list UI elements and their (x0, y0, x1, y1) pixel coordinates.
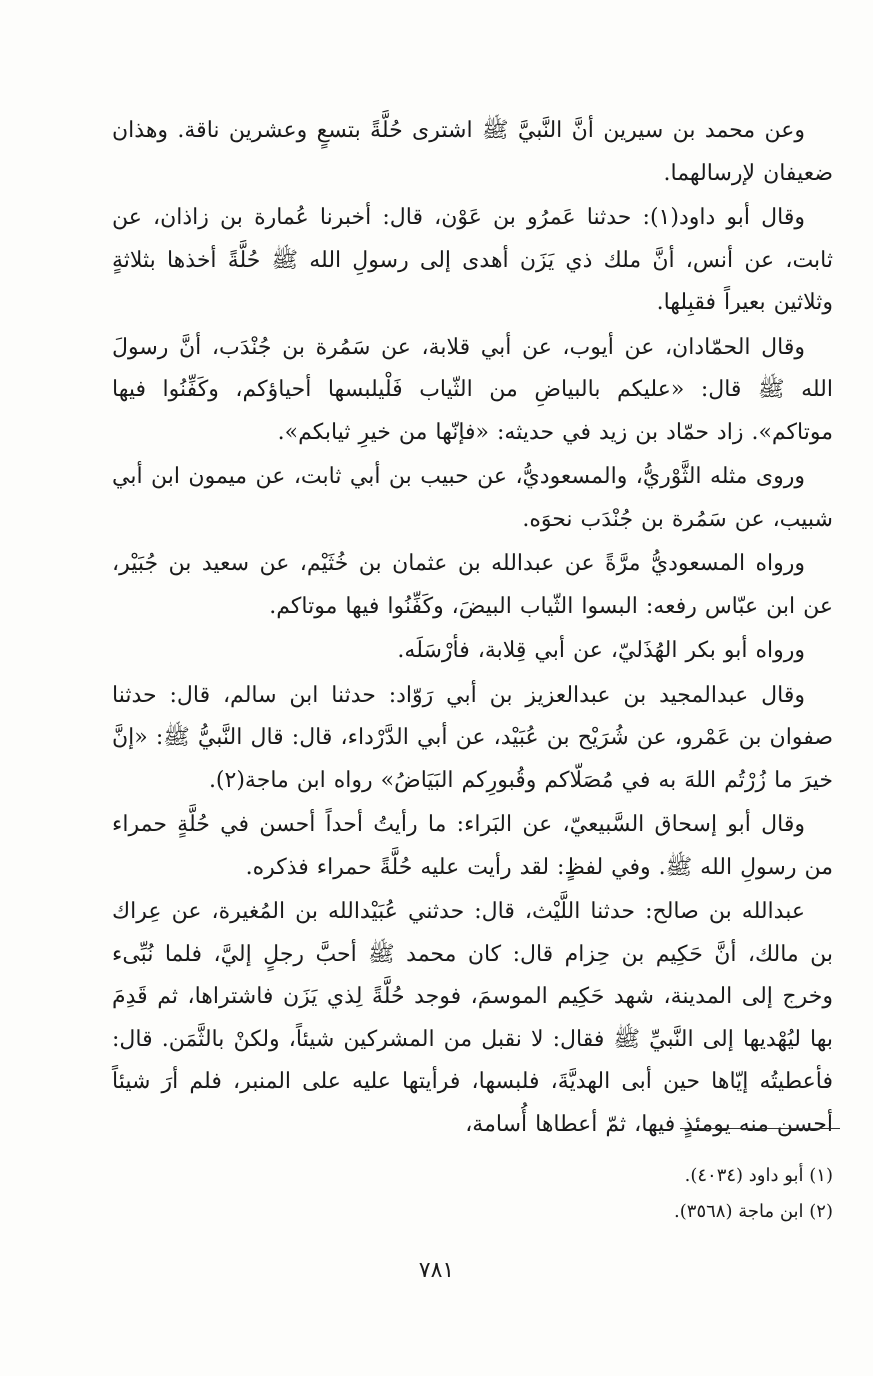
paragraph: وقال عبدالمجيد بن عبدالعزيز بن أبي رَوّاد: حدثنا ابن سالم، قال: حدثنا صفوان بن عَمْرو، عن شُرَيْح بن عُبَيْد، عن أبي الدَّرْداء، قال: قال النَّبيُّ ﷺ: «إنَّ خيرَ ما زُرْتُم اللهَ به في مُصَلّاكم وقُبورِكم البَيَاضُ» رواه ابن ماجة(٢). (112, 682, 833, 793)
footnote-divider (680, 1128, 840, 1129)
main-text (112, 110, 833, 1148)
paragraph: وعن محمد بن سيرين أنَّ النَّبيَّ ﷺ اشترى حُلَّةً بتسعٍ وعشرين ناقة. وهذان ضعيفان لإرسالهما. (112, 118, 833, 186)
paragraph: ورواه المسعوديُّ مرَّةً عن عبدالله بن عثمان بن خُثَيْم، عن سعيد بن جُبَيْر، عن ابن عبّاس رفعه: البسوا الثّياب البيضَ، وكَفِّنُوا فيها موتاكم. (112, 551, 833, 619)
footnote: (١) أبو داود (٤٠٣٤). (684, 1165, 833, 1186)
paragraph: ورواه أبو بكر الهُذَليّ، عن أبي قِلابة، فأرْسَلَه. (397, 638, 805, 663)
page-number: ٧٨١ (418, 1258, 455, 1283)
paragraph: وقال أبو إسحاق السَّبيعيّ، عن البَراء: ما رأيتُ أحداً أحسن في حُلَّةٍ حمراء من رسولِ الله ﷺ. وفي لفظٍ: لقد رأيت عليه حُلَّةً حمراء فذكره. (112, 812, 833, 880)
footnotes (113, 1158, 833, 1230)
paragraph: وقال أبو داود(١): حدثنا عَمرُو بن عَوْن، قال: أخبرنا عُمارة بن زاذان، عن ثابت، عن أنس، أنَّ ملك ذي يَزَن أهدى إلى رسولِ الله ﷺ حُلَّةً أخذها بثلاثةٍ وثلاثين بعيراً فقبِلها. (112, 205, 833, 315)
paragraph: وروى مثله الثَّوْريُّ، والمسعوديُّ، عن حبيب بن أبي ثابت، عن ميمون ابن أبي شبيب، عن سَمُرة بن جُنْدَب نحوَه. (112, 464, 833, 532)
paragraph: عبدالله بن صالح: حدثنا اللَّيْث، قال: حدثني عُبَيْدالله بن المُغيرة، عن عِراك بن مالك، أنَّ حَكِيم بن حِزام قال: كان محمد ﷺ أحبَّ رجلٍ إليَّ، فلما نُبِّىء وخرج إلى المدينة، شهد حَكِيم الموسمَ، فوجد حُلَّةً لِذي يَزَن فاشتراها، ثم قَدِمَ بها ليُهْديها إلى النَّبيِّ ﷺ فقال: لا نقبل من المشركين شيئاً، ولكنْ بالثَّمَن. قال: فأعطيتُه إيّاها حين أبى الهديَّةَ، فلبسها، فرأيتها عليه على المنبر، فلم أرَ شيئاً أحسن منه يومئذٍ فيها، ثمّ أعطاها أُسامة، (112, 899, 833, 1137)
paragraph: وقال الحمّادان، عن أيوب، عن أبي قلابة، عن سَمُرة بن جُنْدَب، أنَّ رسولَ الله ﷺ قال: «عليكم بالبياضِ من الثّياب فَلْيلبسها أحياؤكم، وكَفِّنُوا فيها موتاكم». زاد حمّاد بن زيد في حديثه: «فإنّها من خيرِ ثيابكم». (112, 334, 833, 445)
footnote: (٢) ابن ماجة (٣٥٦٨). (674, 1201, 833, 1222)
